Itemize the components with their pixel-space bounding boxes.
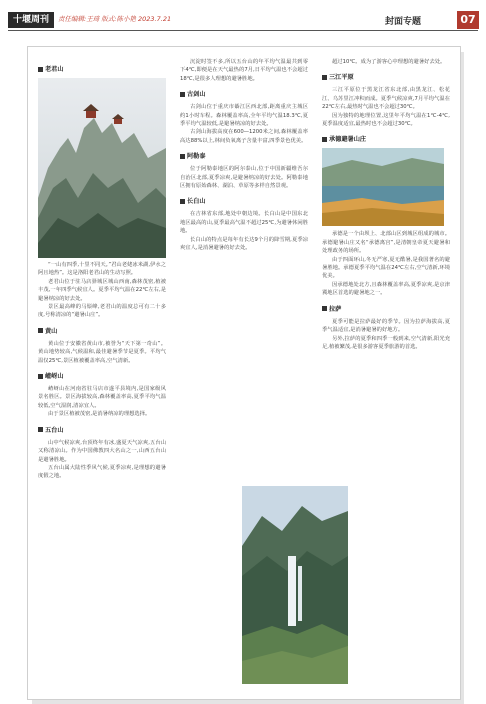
paragraph: 在吉林省东部,地处中朝边境。长白山是中国东北地区最高的山,夏季最高气温不超过25℃,为避暑休闲胜地。 (180, 211, 308, 235)
paragraph: 三江平原位于黑龙江省东北部,由黑龙江、松花江、乌苏里江冲积而成。夏季气候凉爽,7月平均气温在22℃左右,最热时气温也不会超过30℃。 (322, 87, 450, 111)
waterfall-image (242, 486, 348, 684)
page-header (0, 0, 486, 33)
paragraph: 由于四面环山,冬无严寒,夏无酷暑,是我国著名的避暑胜地。承德夏季平均气温在24℃左右,空气清新,环境优美。 (322, 256, 450, 280)
masthead: 十堰周刊 (8, 12, 54, 28)
paragraph: 另外,拉萨的夏季和四季一般到来,空气清新,阳光充足,植被繁茂,是很多游客夏季旅游的首选。 (322, 335, 450, 350)
paragraph: 古剑山海拔高度在600—1200米之间,森林覆盖率高达88%以上,林间负氧离子含量丰富,四季景色优美。 (180, 129, 308, 144)
paragraph: 黄山位于安徽省黄山市,被誉为“天下第一奇山”。黄山地势较高,气候温和,最佳避暑季节是夏季。平均气温仅25℃,景区植被覆盖率高,空气清新。 (38, 340, 166, 364)
paragraph: 嵖岈山在河南省驻马店市遂平县境内,是国家级风景名胜区。景区海拔较高,森林覆盖率高,夏季平均气温较低,空气湿润,清凉宜人。 (38, 386, 166, 409)
heading-sanjiang: 三江平原 (322, 74, 450, 82)
paragraph: 因为独特的地理位置,这里年平均气温在1℃-4℃,夏季温度适宜,最热时也不会超过30℃。 (322, 112, 450, 128)
paragraph: 因承德地处北方,且森林覆盖率高,夏季凉爽,是京津冀地区首选的避暑地之一。 (322, 281, 450, 297)
credits: 责任编辑:王琦 版式:陈小艳 2023.7.21 (58, 15, 172, 23)
paragraph: 夏季可能是拉萨最好的季节。因为拉萨海拔高,夏季气温适宜,是消暑避暑的好地方。 (322, 318, 450, 334)
paragraph: 景区最高峰的马鬃峰,老君山的温度总可有二十多度,号称清凉的“避暑山庄”。 (38, 304, 166, 319)
paragraph: 山中气候凉爽,台顶终年有冰,盛夏天气凉爽,五台山又称清凉山。作为中国佛教四大名山之一,山西五台山是避暑胜地。 (38, 439, 166, 463)
header-rule (8, 30, 478, 31)
paragraph: 五台山属大陆性季风气候,夏季凉爽,是理想的避暑度假之地。 (38, 464, 166, 480)
lake-image (322, 148, 444, 226)
heading-wutaishan: 五台山 (38, 427, 166, 435)
section-title: 封面专题 (385, 17, 422, 27)
heading-aletai: 阿勒泰 (180, 153, 308, 161)
heading-laojunshan: 老君山 (38, 66, 166, 74)
paragraph: 老君山位于驻马店驿城区城山西南,森林茂密,植被丰茂,一年四季气候宜人。夏季平均气温在22℃左右,是避暑纳凉的好去处。 (38, 278, 166, 302)
heading-changbaishan: 长白山 (180, 198, 308, 206)
heading-chayashan: 嵖岈山 (38, 373, 166, 381)
paragraph: 沉淀时签不多,所以五台山的年平均气温最共到零下4℃,即便是在天气最热的7月,日平均气温也不会超过18℃,是很多人理想的避暑胜地。 (180, 59, 308, 82)
heading-huangshan: 黄山 (38, 328, 166, 336)
heading-gujianshan: 古剑山 (180, 91, 308, 99)
paragraph: 承德是一个由坝上、北部山区到城区组成的城市。承德避暑山庄又名“承德离宫”,是清朝皇帝夏天避暑和处理政务的场所。 (322, 231, 450, 255)
column-3 (322, 58, 450, 351)
column-1 (38, 58, 166, 481)
column-2 (180, 58, 308, 253)
paragraph: 长白山的特点是每年有长达9个月的降雪期,夏季凉爽宜人,是消暑避暑的好去处。 (180, 236, 308, 252)
page-number: 07 (457, 11, 479, 29)
heading-chengde: 承德避暑山庄 (322, 136, 450, 144)
paragraph: 古剑山位于重庆市綦江区西北部,距离重庆主城区约1小时车程。森林覆盖率高,全年平均气温18.3℃,夏季平均气温较低,是避暑纳凉的好去处。 (180, 104, 308, 128)
paragraph: 位于阿勒泰地区的阿尔泰山,位于中国新疆维吾尔自治区北部,夏季凉爽,是避暑纳凉的好去处。阿勒泰地区拥有原始森林、湖泊、草原等多样自然景观。 (180, 166, 308, 190)
mountain-temple-image (38, 78, 166, 258)
paragraph: 由于景区植被茂密,是消暑纳凉的理想选择。 (48, 411, 151, 418)
paragraph: 超过10℃。成为了游客心中理想的避暑好去处。 (332, 59, 446, 65)
heading-lasa: 拉萨 (322, 306, 450, 314)
image-caption: “一山有四季,十里不同天。”君山老姥冰米湖,伊水之阿且地热”。这是洛阳老君山的生动写照。 (38, 262, 166, 277)
